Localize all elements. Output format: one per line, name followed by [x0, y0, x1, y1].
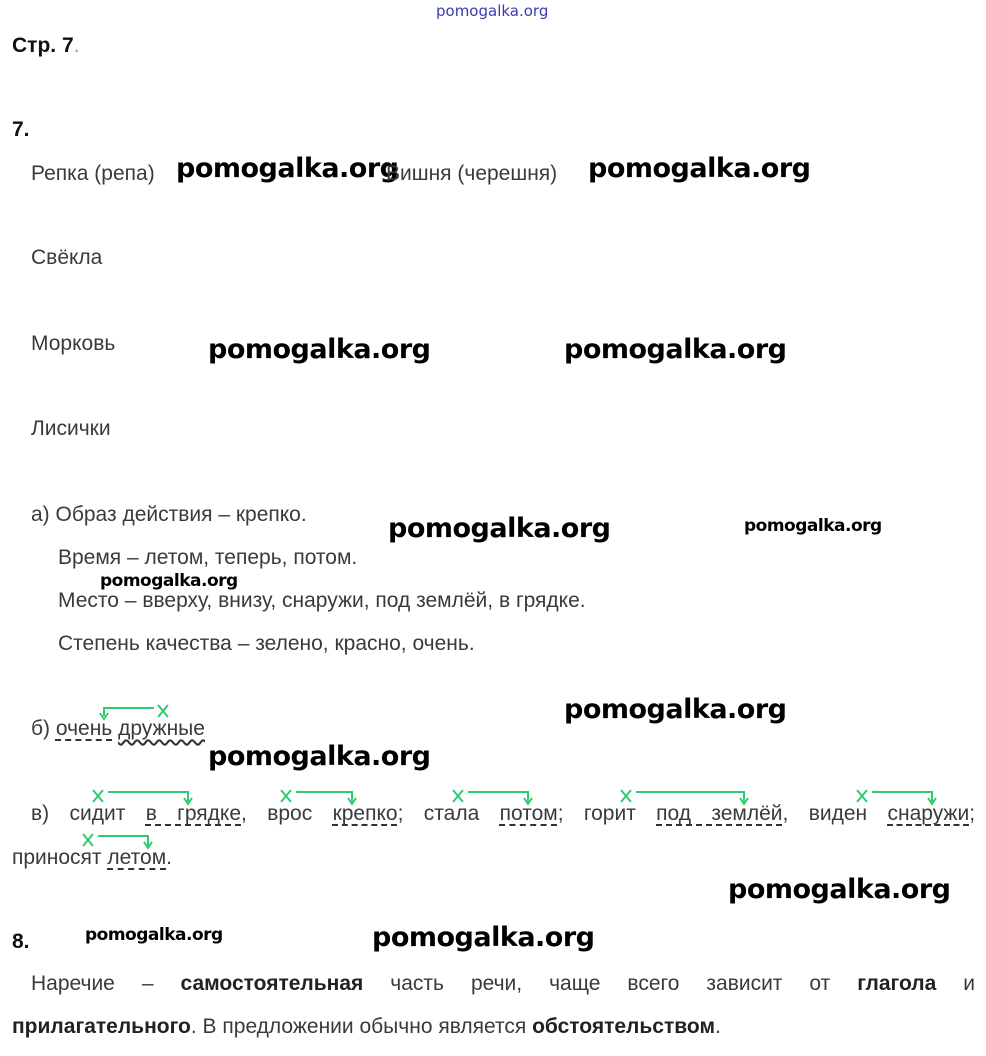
word-link-mark [854, 786, 944, 808]
word-link-mark [80, 830, 170, 852]
ex8-line-1 [31, 972, 975, 996]
bold-text: прилагательного [12, 1015, 191, 1038]
watermark: pomogalka.org [208, 741, 431, 772]
word-underlined: под землёй [656, 802, 783, 825]
part-a-line-1: а) Образ действия – крепко. [31, 503, 307, 526]
word: сидит [69, 802, 126, 825]
word: врос [267, 802, 313, 825]
watermark: pomogalka.org [564, 694, 787, 725]
word-underlined: в грядке [145, 802, 242, 825]
list-item: Вишня (черешня) [386, 162, 558, 185]
page-header-dot: . [73, 34, 80, 57]
word-druzhnye: дружные [118, 717, 205, 740]
exercise-7-number: 7. [12, 118, 30, 141]
word-underlined: снаружи [887, 802, 970, 825]
word-link-mark [96, 702, 186, 724]
watermark: pomogalka.org [728, 874, 951, 905]
list-item: Морковь [31, 332, 116, 355]
punct: ; [397, 802, 404, 825]
punct: ; [557, 802, 564, 825]
text: . В предложении обычно является [190, 1015, 527, 1038]
text: . [715, 1015, 721, 1038]
word: стала [423, 802, 480, 825]
word: горит [583, 802, 636, 825]
watermark: pomogalka.org [176, 153, 399, 184]
part-b-prefix: б) [31, 717, 51, 740]
list-item: Лисички [31, 417, 111, 440]
word-underlined: летом [107, 846, 167, 869]
exercise-8-number: 8. [12, 930, 30, 953]
word-underlined: потом [499, 802, 558, 825]
punct: , [241, 802, 247, 825]
word-link-mark [618, 786, 758, 808]
text: и [963, 972, 976, 995]
watermark: pomogalka.org [744, 516, 882, 536]
list-item: Свёкла [31, 246, 103, 269]
word: виден [808, 802, 868, 825]
watermark: pomogalka.org [208, 334, 431, 365]
word-link-mark [278, 786, 368, 808]
watermark: pomogalka.org [564, 334, 787, 365]
punct: . [166, 846, 172, 869]
word-link-mark [450, 786, 540, 808]
word-link-mark [90, 786, 200, 808]
watermark: pomogalka.org [388, 513, 611, 544]
word-ochen: очень [55, 717, 113, 740]
word: приносят [12, 846, 102, 869]
text: часть речи, чаще всего зависит от [390, 972, 831, 995]
page-header [12, 34, 79, 58]
bold-text: обстоятельством [532, 1015, 715, 1038]
list-item: Репка (репа) [31, 162, 155, 185]
watermark: pomogalka.org [372, 922, 595, 953]
bold-text: глагола [857, 972, 937, 995]
part-a-line-4: Степень качества – зелено, красно, очень. [58, 632, 475, 655]
watermark: pomogalka.org [588, 153, 811, 184]
watermark: pomogalka.org [85, 925, 223, 945]
watermark-top: pomogalka.org [436, 2, 549, 20]
text: Наречие – [31, 972, 154, 995]
watermark: pomogalka.org [100, 571, 238, 591]
part-a-line-3: Место – вверху, внизу, снаружи, под землёй, в грядке. [58, 589, 586, 612]
word-underlined: крепко [332, 802, 398, 825]
bold-text: самостоятельная [180, 972, 364, 995]
ex8-line-2 [12, 1015, 721, 1039]
punct: ; [969, 802, 976, 825]
page-header-label: Стр. 7 [12, 34, 74, 57]
part-a-line-2: Время – летом, теперь, потом. [58, 546, 358, 569]
part-c-prefix: в) [31, 802, 50, 825]
punct: , [782, 802, 789, 825]
